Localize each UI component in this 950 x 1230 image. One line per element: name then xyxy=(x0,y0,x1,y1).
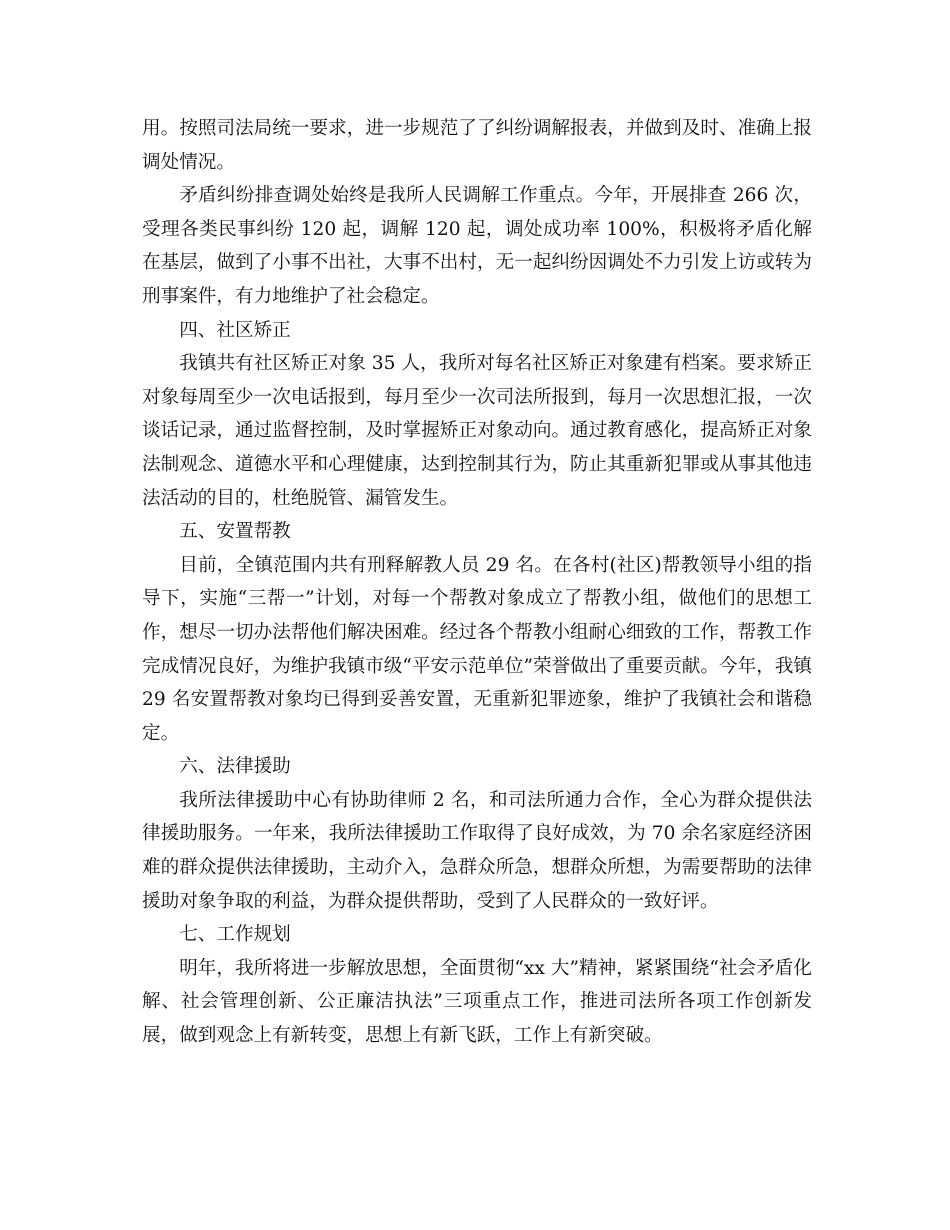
section-heading-resettlement: 五、安置帮教 xyxy=(179,521,291,543)
paragraph-work-plan: 明年，我所将进一步解放思想，全面贯彻“xx 大”精神，紧紧围绕“社会矛盾化解、社会管理创新、公正廉洁执法”三项重点工作，推进司法所各项工作创新发展，做到观念上有新转变，思想上有新飞跃，工作上有新突破。 xyxy=(142,957,812,1047)
document-body xyxy=(142,112,812,1053)
paragraph-continuation: 用。按照司法局统一要求，进一步规范了了纠纷调解报表，并做到及时、准确上报调处情况。 xyxy=(142,118,812,173)
paragraph-community-correction: 我镇共有社区矫正对象 35 人，我所对每名社区矫正对象建有档案。要求矫正对象每周至少一次电话报到，每月至少一次司法所报到，每月一次思想汇报，一次谈话记录，通过监督控制，及时掌握矫正对象动向。通过教育感化，提高矫正对象法制观念、道德水平和心理健康，达到控制其行为，防止其重新犯罪或从事其他违法活动的目的，杜绝脱管、漏管发生。 xyxy=(142,353,812,509)
paragraph-resettlement: 目前，全镇范围内共有刑释解教人员 29 名。在各村(社区)帮教领导小组的指导下，实施“三帮一”计划，对每一个帮教对象成立了帮教小组，做他们的思想工作，想尽一切办法帮他们解决困难。经过各个帮教小组耐心细致的工作，帮教工作完成情况良好，为维护我镇市级“平安示范单位”荣誉做出了重要贡献。今年，我镇 29 名安置帮教对象均已得到妥善安置，无重新犯罪迹象，维护了我镇社会和谐稳定。 xyxy=(142,554,812,744)
paragraph-mediation: 矛盾纠纷排查调处始终是我所人民调解工作重点。今年，开展排查 266 次，受理各类民事纠纷 120 起，调解 120 起，调处成功率 100%，积极将矛盾化解在基层，做到了小事不出社，大事不出村，无一起纠纷因调处不力引发上访或转为刑事案件，有力地维护了社会稳定。 xyxy=(142,185,812,307)
section-heading-work-plan: 七、工作规划 xyxy=(179,924,291,946)
section-heading-community-correction: 四、社区矫正 xyxy=(179,319,291,341)
section-heading-legal-aid: 六、法律援助 xyxy=(179,756,291,778)
paragraph-legal-aid: 我所法律援助中心有协助律师 2 名，和司法所通力合作，全心为群众提供法律援助服务。一年来，我所法律援助工作取得了良好成效，为 70 余名家庭经济困难的群众提供法律援助，主动介入，急群众所急，想群众所想，为需要帮助的法律援助对象争取的利益，为群众提供帮助，受到了人民群众的一致好评。 xyxy=(142,789,812,912)
